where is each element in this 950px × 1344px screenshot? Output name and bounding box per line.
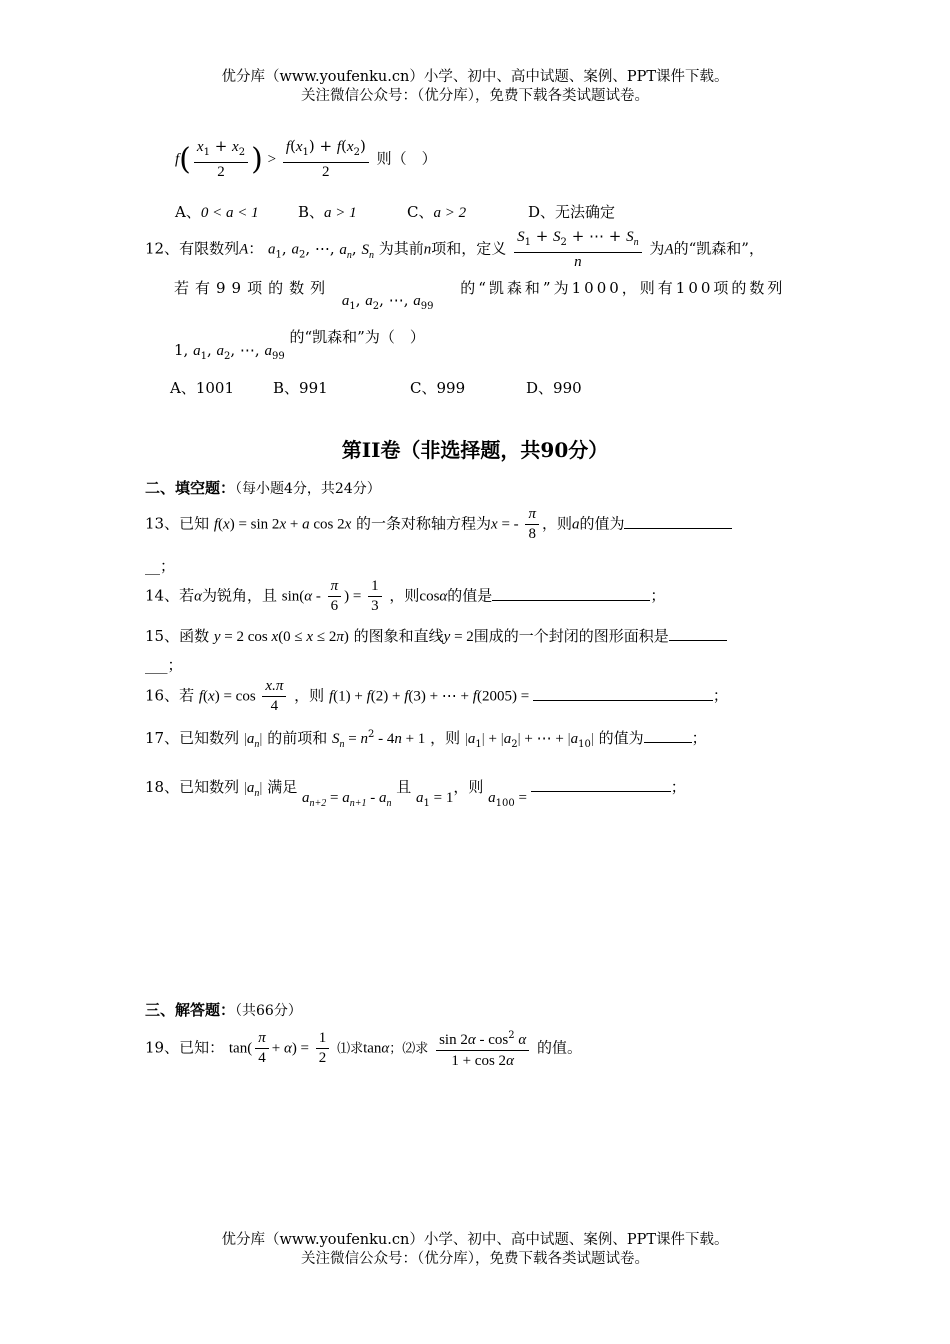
header-line-1: 优分库（www.youfenku.cn）小学、初中、高中试题、案例、PPT课件下载。	[221, 69, 729, 85]
q12-line-2: 若有99项的数列 $a_1$, $a_2$, ⋯, $a_{99}$ 的“凯森和”为1000，则有100项的数列	[174, 279, 786, 312]
q12-line-1: 12、有限数列A： $a_1$, $a_2$, ⋯, $a_n$, $S_n$ 为其前n项和，定义 $\frac{S_1 + S_2 + \cdots + S_n}{n}$ 为A的“凯森和”，	[145, 227, 764, 270]
answer-heading: 三、解答题：（共66分）	[145, 1001, 302, 1019]
q16: 16、若 f(x) = cos $\frac{x.\pi}{4}$ ，则 f(1) + f(2) + f(3) + ⋯ + f(2005) = ；	[145, 678, 728, 714]
section-2-title: 第II卷（非选择题，共90分）	[341, 438, 609, 462]
q15-tail: ___；	[145, 656, 183, 674]
q15: 15、函数 y = 2 cos x(0 ≤ x ≤ 2π) 的图象和直线y = 2围成的一个封闭的图形面积是	[145, 625, 727, 646]
q13: 13、已知 f(x) = sin 2x + a cos 2x 的一条对称轴方程为x = - $\frac{\pi}{8}$ ，则a的值为	[145, 506, 732, 543]
q11-option-c: C、a > 2	[407, 203, 467, 221]
q19: 19、已知： tan( $\frac{\pi}{4}$ + α) = $\frac{1}{2}$ ⑴求tanα；⑵求 $\frac{\sin 2\alpha - \cos^2 \alpha}{1 + \cos 2\alpha}$ 的值。	[145, 1027, 582, 1070]
q18: 18、已知数列 $|a_n|$ 满足 $a_{n+2} = a_{n+1} - a_n$ 且 $a_1 = 1$，则 $a_{100}$ = ；	[145, 778, 686, 809]
header-line-2: 关注微信公众号：（优分库），免费下载各类试题试卷。	[301, 88, 649, 104]
q11-option-b: B、a > 1	[298, 203, 357, 221]
q14: 14、若α为锐角，且 sin(α - $\frac{\pi}{6}$ ) = $\frac{1}{3}$ ，则cosα的值是 ；	[145, 578, 666, 614]
q12-option-b: B、991	[273, 379, 328, 397]
q12-line-3: 1, $a_1$, $a_2$, ⋯, $a_{99}$ 的“凯森和”为（ ）	[174, 328, 425, 362]
q11-tail: 则（ ）	[376, 149, 437, 168]
q13-tail: __；	[145, 557, 176, 575]
q11-option-d: D、无法确定	[528, 203, 616, 221]
footer-line-2: 关注微信公众号：（优分库），免费下载各类试题试卷。	[301, 1251, 649, 1267]
q17: 17、已知数列 $|a_n|$ 的前项和 $S_n = n^2 - 4n + 1$ ，则 $|a_1| + |a_2|$ + ⋯ + $|a_{10}|$ 的值为 ；	[145, 729, 707, 750]
q12-option-c: C、999	[410, 379, 466, 397]
q11-condition: f( $\frac{x_1 + x_2}{2}$ ) > $\frac{f(x_1) + f(x_2)}{2}$ 则（ ）	[175, 137, 437, 180]
footer-line-1: 优分库（www.youfenku.cn）小学、初中、高中试题、案例、PPT课件下载。	[221, 1232, 729, 1248]
q12-option-a: A、1001	[170, 379, 235, 397]
q11-option-a: A、0 < a < 1	[175, 203, 259, 221]
fill-in-heading: 二、填空题：（每小题4分，共24分）	[145, 479, 381, 497]
q12-option-d: D、990	[526, 379, 582, 397]
